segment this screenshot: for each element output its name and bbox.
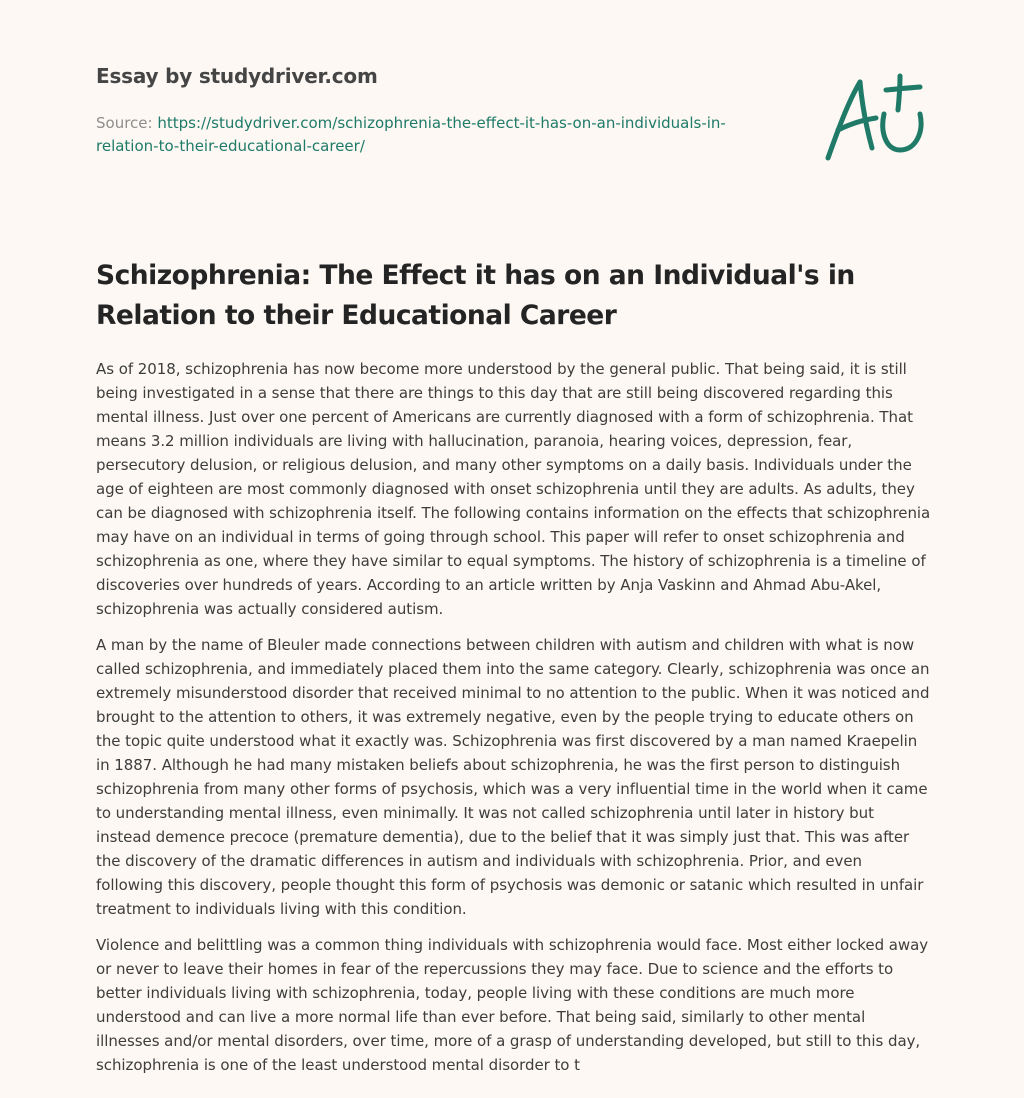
essay-title: Schizophrenia: The Effect it has on an Individual's in Relation to their Educational Career	[96, 260, 855, 331]
source-label: Source:	[96, 114, 153, 132]
a-plus-logo-icon	[824, 70, 928, 166]
source-link[interactable]: https://studydriver.com/schizophrenia-the-effect-it-has-on-an-individuals-in-relation-to-their-educational-career/	[96, 114, 726, 155]
a-plus-logo-graphic	[824, 70, 928, 166]
essay-paragraph: Violence and belittling was a common thing individuals with schizophrenia would face. Most either locked away or never to leave their homes in fear of the repercussions they may face. Due to science and the efforts to better individuals living with schizophrenia, today, people living with these conditions are much more understood and can live a more normal life than ever before. That being said, similarly to other mental illnesses and/or mental disorders, over time, more of a grasp of understanding developed, but still to this day, schizophrenia is one of the least understood mental disorder to t	[96, 936, 929, 1074]
source-line	[96, 112, 746, 158]
essay-paragraph: A man by the name of Bleuler made connections between children with autism and children with what is now called schizophrenia, and immediately placed them into the same category. Clearly, schizophrenia was once an extremely misunderstood disorder that received minimal to no attention to the public. When it was noticed and brought to the attention to others, it was extremely negative, even by the people trying to educate others on the topic quite understood what it exactly was. Schizophrenia was first discovered by a man named Kraepelin in 1887. Although he had many mistaken beliefs about schizophrenia, he was the first person to distinguish schizophrenia from many other forms of psychosis, which was a very influential time in the world when it came to understanding mental illness, even minimally. It was not called schizophrenia until later in history but instead demence precoce (premature dementia), due to the belief that it was simply just that. This was after the discovery of the dramatic differences in autism and individuals with schizophrenia. Prior, and even following this discovery, people thought this form of psychosis was demonic or satanic which resulted in unfair treatment to individuals living with this condition.	[96, 636, 930, 918]
essay-paragraph: As of 2018, schizophrenia has now become more understood by the general public. That being said, it is still being investigated in a sense that there are things to this day that are still being discovered regarding this mental illness. Just over one percent of Americans are currently diagnosed with a form of schizophrenia. That means 3.2 million individuals are living with hallucination, paranoia, hearing voices, depression, fear, persecutory delusion, or religious delusion, and many other symptoms on a daily basis. Individuals under the age of eighteen are most commonly diagnosed with onset schizophrenia until they are adults. As adults, they can be diagnosed with schizophrenia itself. The following contains information on the effects that schizophrenia may have on an individual in terms of going through school. This paper will refer to onset schizophrenia and schizophrenia as one, where they have similar to equal symptoms. The history of schizophrenia is a timeline of discoveries over hundreds of years. According to an article written by Anja Vaskinn and Ahmad Abu-Akel, schizophrenia was actually considered autism.	[96, 360, 931, 618]
essay-body	[96, 357, 932, 1089]
site-brand: Essay by studydriver.com	[96, 64, 378, 88]
